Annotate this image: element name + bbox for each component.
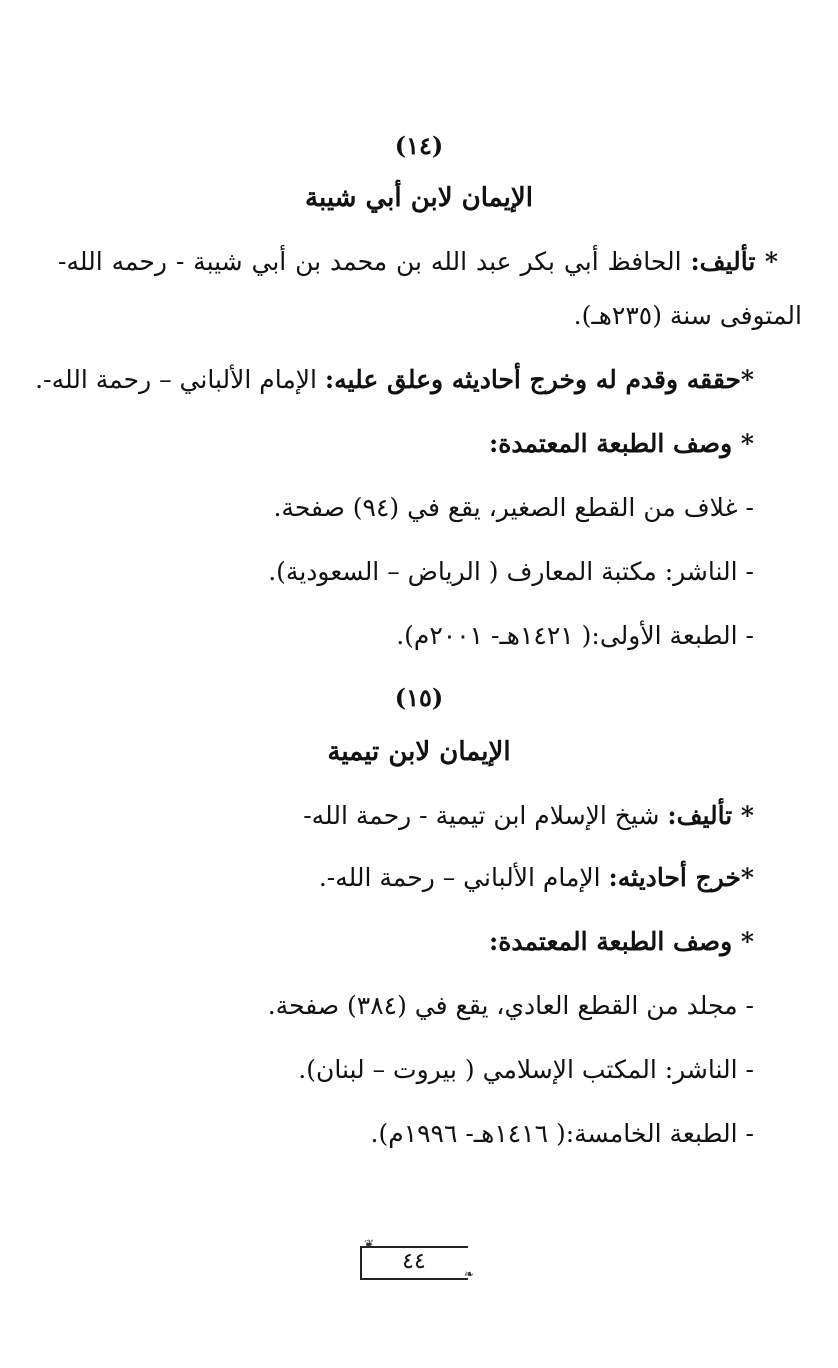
- entry-15-author-label: * تأليف:: [667, 801, 754, 830]
- entry-15-title: الإيمان لابن تيمية: [327, 737, 511, 767]
- entry-14-editor-line: [35, 362, 754, 398]
- entry-15-detail-publisher: - الناشر: المكتب الإسلامي ( بيروت – لبنان).: [298, 1055, 754, 1084]
- entry-15-number: (١٥): [394, 683, 444, 712]
- entry-14-detail-cover: - غلاف من القطع الصغير، يقع في (٩٤) صفحة.: [273, 493, 754, 522]
- entry-14-editor-label: *حققه وقدم له وخرج أحاديثه وعلق عليه:: [324, 365, 754, 394]
- entry-15-hadith-label: *خرج أحاديثه:: [608, 863, 754, 892]
- entry-15-detail-cover: - مجلد من القطع العادي، يقع في (٣٨٤) صفحة.: [267, 991, 754, 1020]
- entry-15-author-text: شيخ الإسلام ابن تيمية - رحمة الله-: [303, 801, 660, 830]
- entry-14-author-label: * تأليف:: [690, 247, 778, 276]
- entry-14-edition-heading-text: * وصف الطبعة المعتمدة:: [489, 429, 754, 458]
- entry-15-hadith-line: [319, 860, 754, 896]
- ornament-icon: ❧: [463, 1267, 474, 1281]
- entry-14-author-line: [58, 244, 778, 280]
- page-number-box: [360, 1237, 474, 1281]
- entry-15-detail-edition: - الطبعة الخامسة:( ١٤١٦هـ- ١٩٩٦م).: [370, 1119, 754, 1148]
- entry-15-author-line: [303, 798, 754, 834]
- entry-14-detail-edition: - الطبعة الأولى:( ١٤٢١هـ- ٢٠٠١م).: [396, 621, 754, 650]
- entry-14-author-text: الحافظ أبي بكر عبد الله بن محمد بن أبي شيبة - رحمه الله-: [58, 247, 682, 276]
- entry-14-edition-heading: [489, 426, 754, 462]
- entry-14-number: (١٤): [394, 131, 444, 160]
- entry-14-detail-publisher: - الناشر: مكتبة المعارف ( الرياض – السعودية).: [268, 557, 754, 586]
- entry-15-edition-heading-text: * وصف الطبعة المعتمدة:: [489, 927, 754, 956]
- entry-15-hadith-text: الإمام الألباني – رحمة الله-.: [318, 863, 601, 892]
- entry-14-editor-text: الإمام الألباني – رحمة الله-.: [35, 365, 317, 394]
- ornament-icon: ❦: [364, 1237, 375, 1251]
- page-number: ٤٤: [402, 1249, 426, 1274]
- entry-14-author-line-2: المتوفى سنة (٢٣٥هـ).: [573, 301, 802, 330]
- entry-15-edition-heading: [489, 924, 754, 960]
- entry-14-title: الإيمان لابن أبي شيبة: [305, 183, 533, 213]
